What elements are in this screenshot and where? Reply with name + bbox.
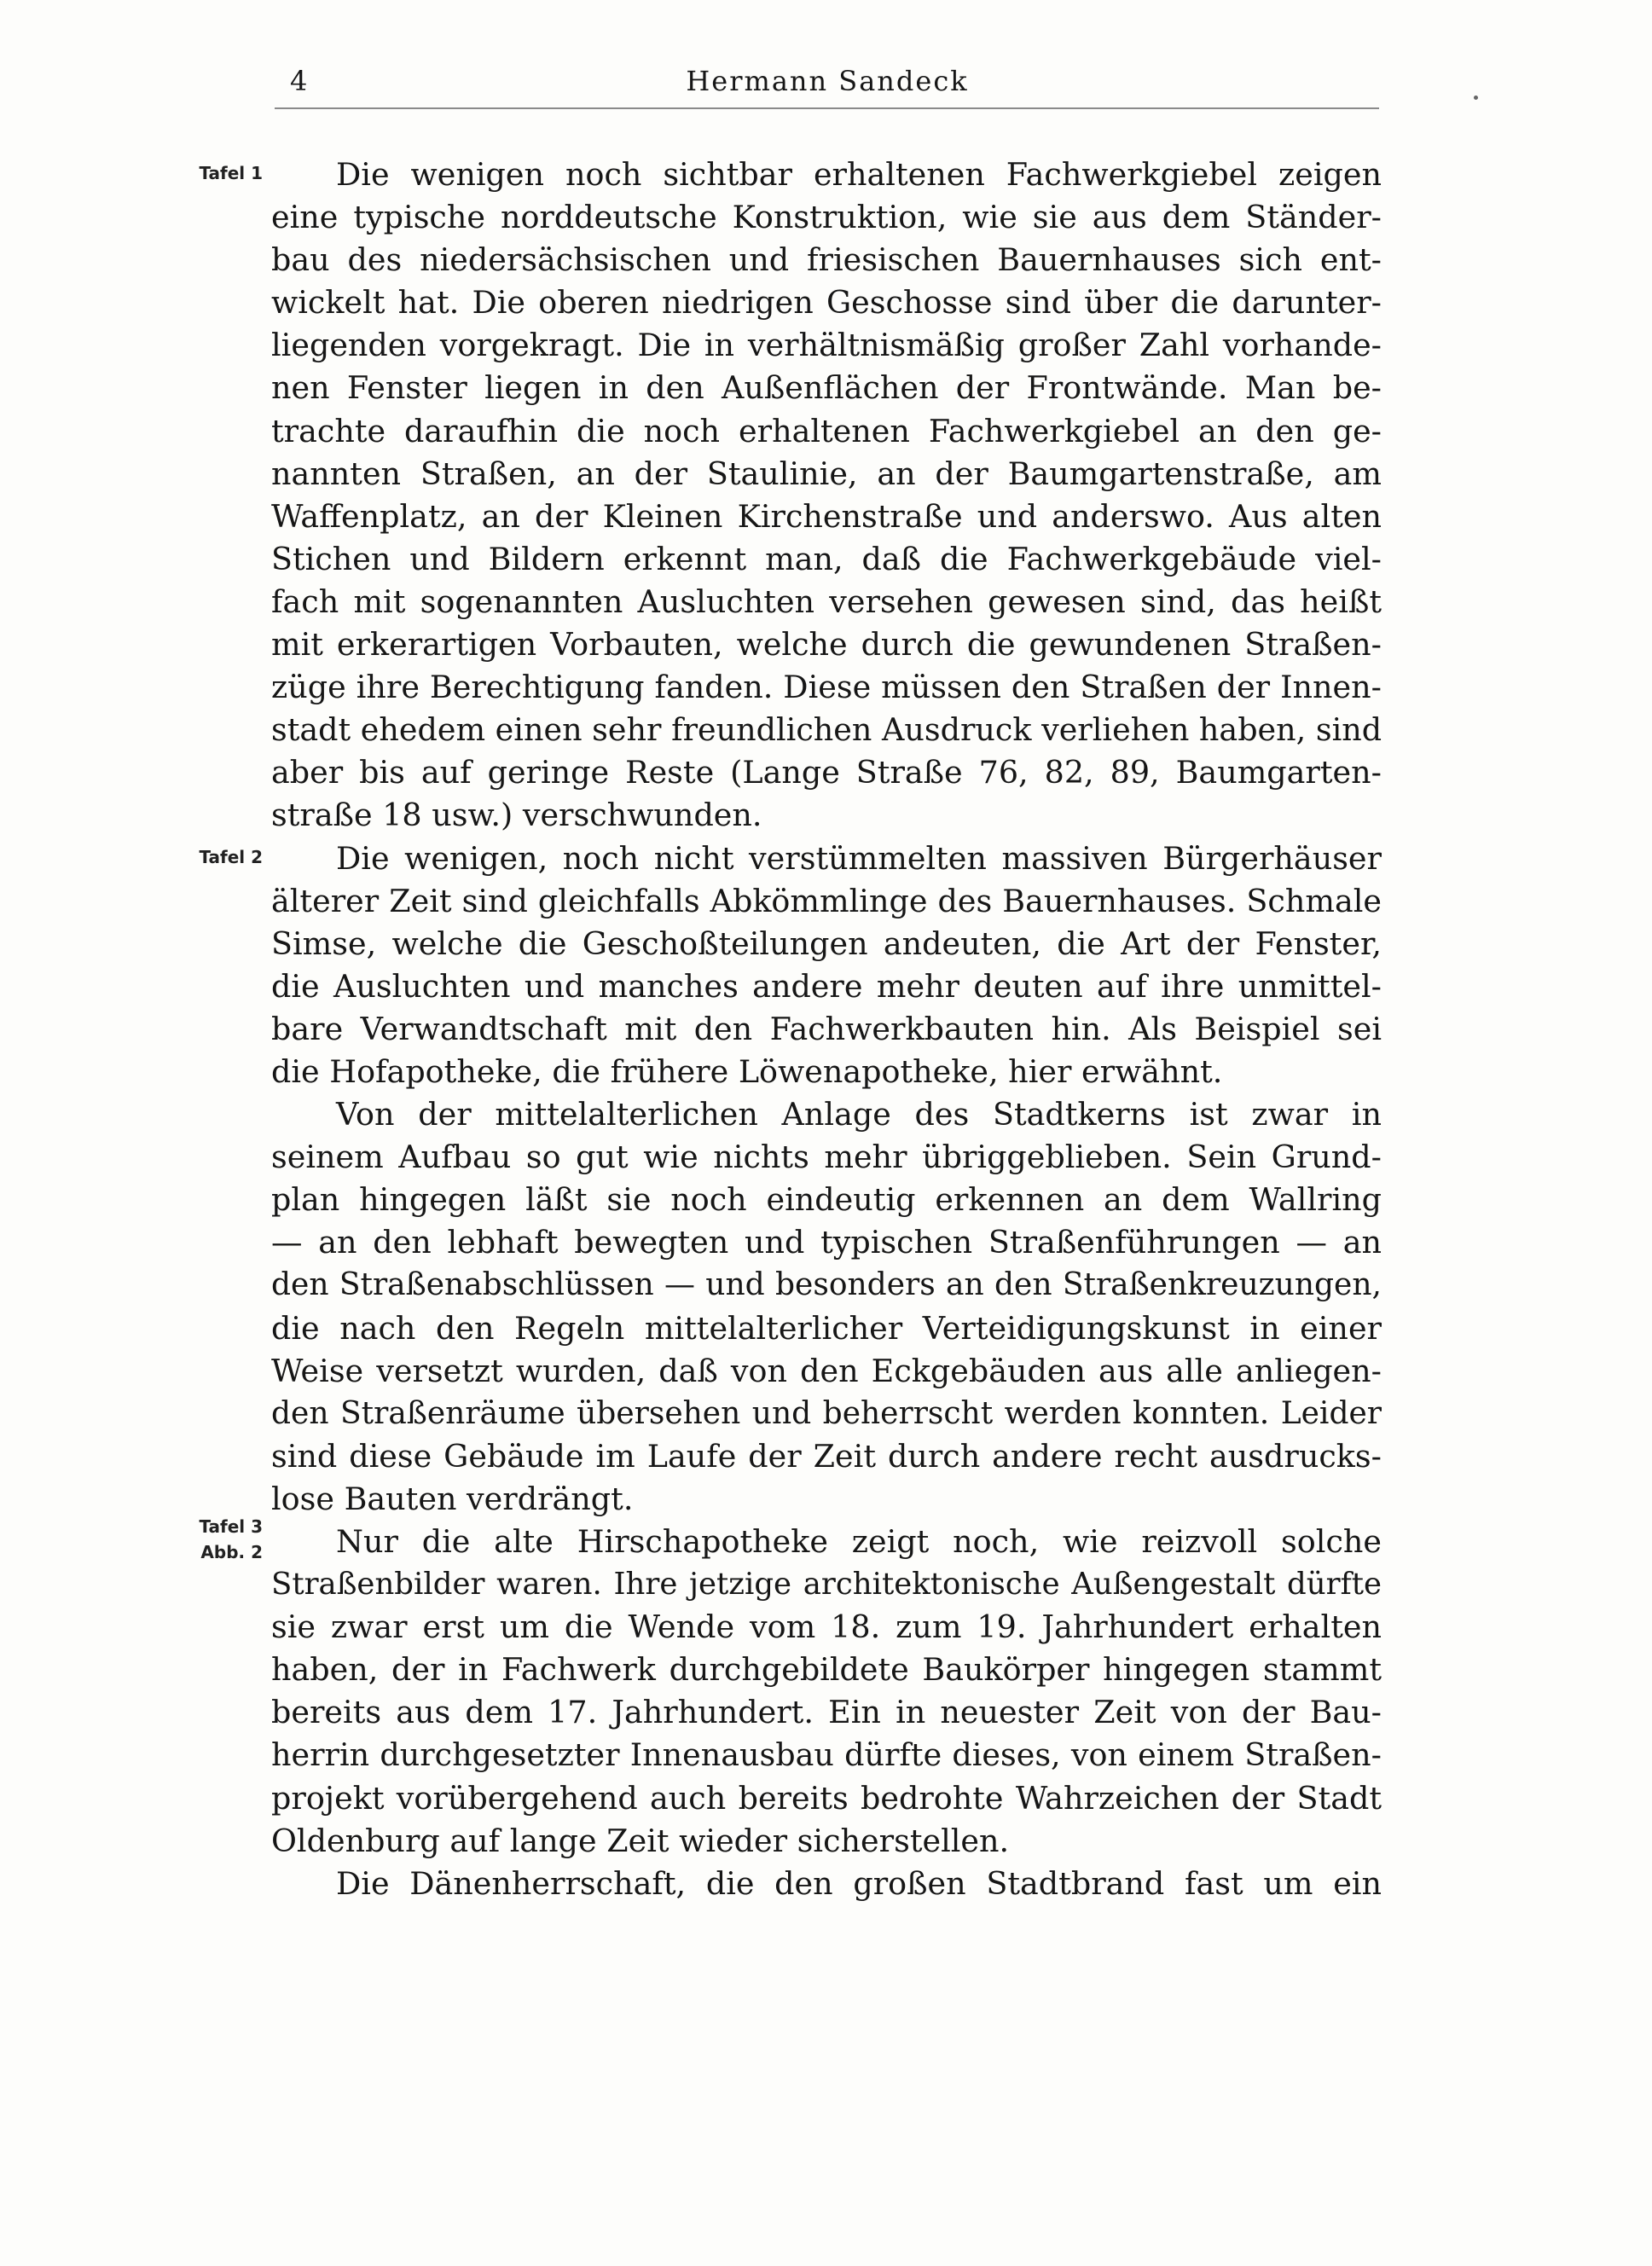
text-line: haben, der in Fachwerk durchgebildete Baukörper hingegen stammt <box>271 1651 1382 1689</box>
text-line: die Hofapotheke, die frühere Löwenapotheke, hier erwähnt. <box>271 1052 1223 1090</box>
text-line: Die wenigen noch sichtbar erhaltenen Fachwerkgiebel zeigen <box>336 156 1382 193</box>
text-line: den Straßenabschlüssen — und besonders an den Straßenkreuzungen, <box>271 1267 1382 1303</box>
text-line: wickelt hat. Die oberen niedrigen Geschosse sind über die darunter- <box>271 284 1382 322</box>
text-line: eine typische norddeutsche Konstruktion, wie sie aus dem Ständer- <box>271 199 1382 236</box>
text-line: Von der mittelalterlichen Anlage des Stadtkerns ist zwar in <box>336 1096 1382 1133</box>
text-line: liegenden vorgekragt. Die in verhältnismäßig großer Zahl vorhande- <box>271 327 1382 364</box>
margin-notes <box>0 0 271 2266</box>
text-line: seinem Aufbau so gut wie nichts mehr übriggeblieben. Sein Grund- <box>271 1139 1382 1176</box>
text-line: die nach den Regeln mittelalterlicher Verteidigungskunst in einer <box>271 1309 1382 1347</box>
text-line: Weise versetzt wurden, daß von den Eckgebäuden aus alle anliegen- <box>271 1352 1382 1389</box>
text-line: den Straßenräume übersehen und beherrscht werden konnten. Leider <box>271 1395 1382 1431</box>
text-line: Straßenbilder waren. Ihre jetzige architektonische Außengestalt dürfte <box>271 1567 1382 1602</box>
text-line: straße 18 usw.) verschwunden. <box>271 797 762 834</box>
text-line: sie zwar erst um die Wende vom 18. zum 19. Jahrhundert erhalten <box>271 1608 1382 1646</box>
text-line: trachte daraufhin die noch erhaltenen Fachwerkgiebel an den ge- <box>271 412 1382 449</box>
text-line: nen Fenster liegen in den Außenflächen der Frontwände. Man be- <box>271 369 1382 407</box>
text-line: nannten Straßen, an der Staulinie, an der Baumgartenstraße, am <box>271 455 1382 492</box>
text-line: Waffenplatz, an der Kleinen Kirchenstraße und anderswo. Aus alten <box>271 497 1382 535</box>
margin-note-tafel-3: Tafel 3 <box>199 1516 263 1537</box>
text-line: herrin durchgesetzter Innenausbau dürfte dieses, von einem Straßen- <box>271 1736 1382 1774</box>
text-line: aber bis auf geringe Reste (Lange Straße 76, 82, 89, Baumgarten- <box>271 754 1382 791</box>
text-line: Oldenburg auf lange Zeit wieder sicherstellen. <box>271 1822 1010 1859</box>
text-line: — an den lebhaft bewegten und typischen Straßenführungen — an <box>271 1224 1382 1261</box>
text-line: bereits aus dem 17. Jahrhundert. Ein in neuester Zeit von der Bau- <box>271 1694 1382 1731</box>
text-line: lose Bauten verdrängt. <box>271 1480 634 1517</box>
text-line: plan hingegen läßt sie noch eindeutig erkennen an dem Wallring <box>271 1181 1382 1219</box>
text-line: bau des niedersächsischen und friesischen Bauernhauses sich ent- <box>271 241 1382 279</box>
margin-note-tafel-1: Tafel 1 <box>199 163 263 183</box>
margin-note-tafel-2: Tafel 2 <box>199 847 263 867</box>
text-line: Stichen und Bildern erkennt man, daß die Fachwerkgebäude viel- <box>271 540 1382 577</box>
header-rule <box>275 107 1379 109</box>
text-line: projekt vorübergehend auch bereits bedrohte Wahrzeichen der Stadt <box>271 1779 1382 1817</box>
text-line: fach mit sogenannten Ausluchten versehen gewesen sind, das heißt <box>271 582 1382 620</box>
running-head-author: Hermann Sandeck <box>686 65 969 97</box>
text-line: stadt ehedem einen sehr freundlichen Ausdruck verliehen haben, sind <box>271 711 1382 749</box>
text-line: älterer Zeit sind gleichfalls Abkömmlinge des Bauernhauses. Schmale <box>271 882 1382 919</box>
running-head <box>273 65 1382 107</box>
page-number: 4 <box>290 65 309 97</box>
text-line: sind diese Gebäude im Laufe der Zeit durch andere recht ausdrucks- <box>271 1437 1382 1475</box>
text-line: mit erkerartigen Vorbauten, welche durch die gewundenen Straßen- <box>271 626 1382 664</box>
text-line: Die Dänenherrschaft, die den großen Stadtbrand fast um ein <box>336 1864 1382 1902</box>
print-speck <box>1474 96 1478 100</box>
body-text <box>271 154 1382 1905</box>
text-line: bare Verwandtschaft mit den Fachwerkbauten hin. Als Beispiel sei <box>271 1010 1382 1047</box>
text-line: Simse, welche die Geschoßteilungen andeuten, die Art der Fenster, <box>271 924 1382 962</box>
margin-note-abb-2: Abb. 2 <box>200 1542 263 1562</box>
text-line: Die wenigen, noch nicht verstümmelten massiven Bürgerhäuser <box>336 839 1382 877</box>
text-line: die Ausluchten und manches andere mehr deuten auf ihre unmittel- <box>271 967 1382 1005</box>
text-line: Nur die alte Hirschapotheke zeigt noch, wie reizvoll solche <box>336 1523 1382 1560</box>
text-line: züge ihre Berechtigung fanden. Diese müssen den Straßen der Innen- <box>271 669 1382 706</box>
